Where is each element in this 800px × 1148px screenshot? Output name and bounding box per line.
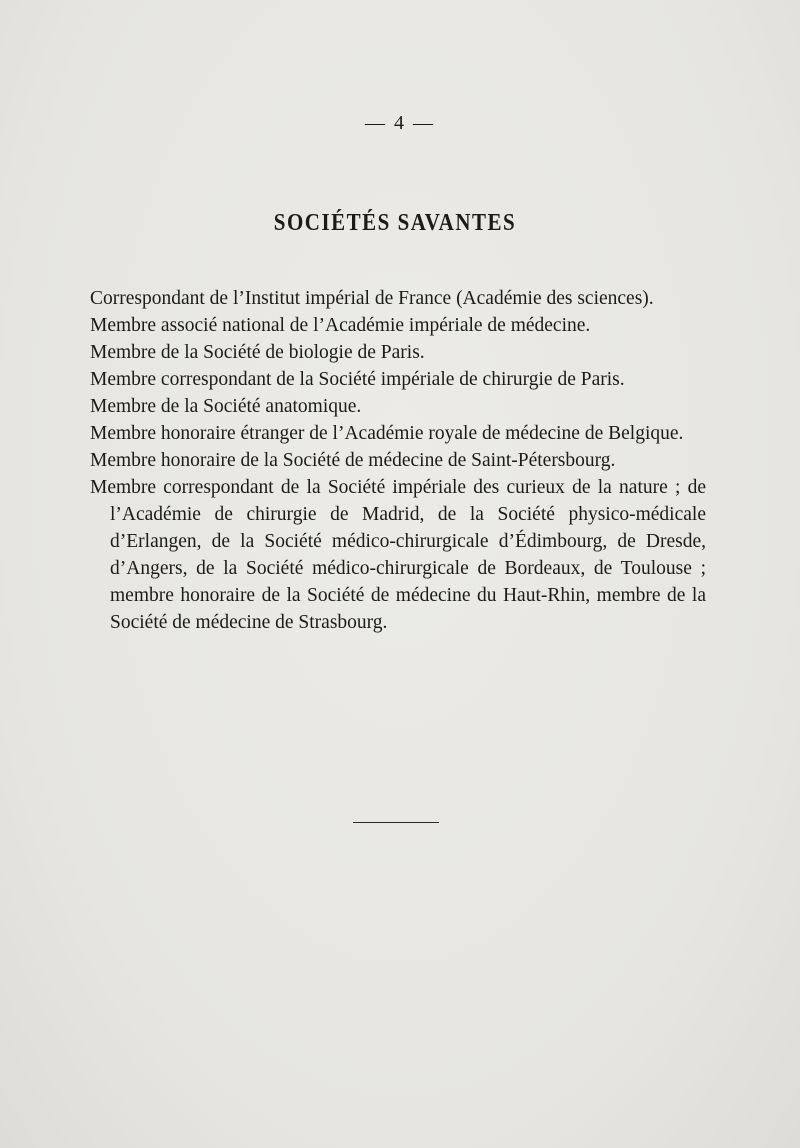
list-item: Membre honoraire de la Société de médecine de Saint-Pétersbourg. (90, 450, 616, 471)
list-item: Membre de la Société de biologie de Paris. (90, 342, 425, 363)
entries-list (90, 285, 706, 636)
page-number: — 4 — (365, 112, 435, 134)
list-item: Membre de la Société anatomique. (90, 396, 362, 417)
closing-rule (353, 822, 439, 823)
list-item: Correspondant de l’Institut impérial de France (Académie des sciences). (90, 288, 654, 309)
section-heading: SOCIÉTÉS SAVANTES (273, 208, 517, 236)
list-item: Membre honoraire étranger de l’Académie royale de médecine de Belgique. (90, 423, 684, 444)
list-item: Membre associé national de l’Académie impériale de médecine. (90, 315, 591, 336)
list-item: Membre correspondant de la Société impériale de chirurgie de Paris. (90, 369, 625, 390)
list-item: Membre correspondant de la Société impériale des curieux de la nature ; de l’Académie de chirurgie de Madrid, de la Société physico-médicale d’Erlangen, de la Société médico-chirurgicale d’Édimbourg, de Dresde, d’Angers, de la Société médico-chirurgicale de Bordeaux, de Toulouse ; membre honoraire de la Société de médecine du Haut-Rhin, membre de la Société de médecine de Strasbourg. (90, 477, 706, 633)
